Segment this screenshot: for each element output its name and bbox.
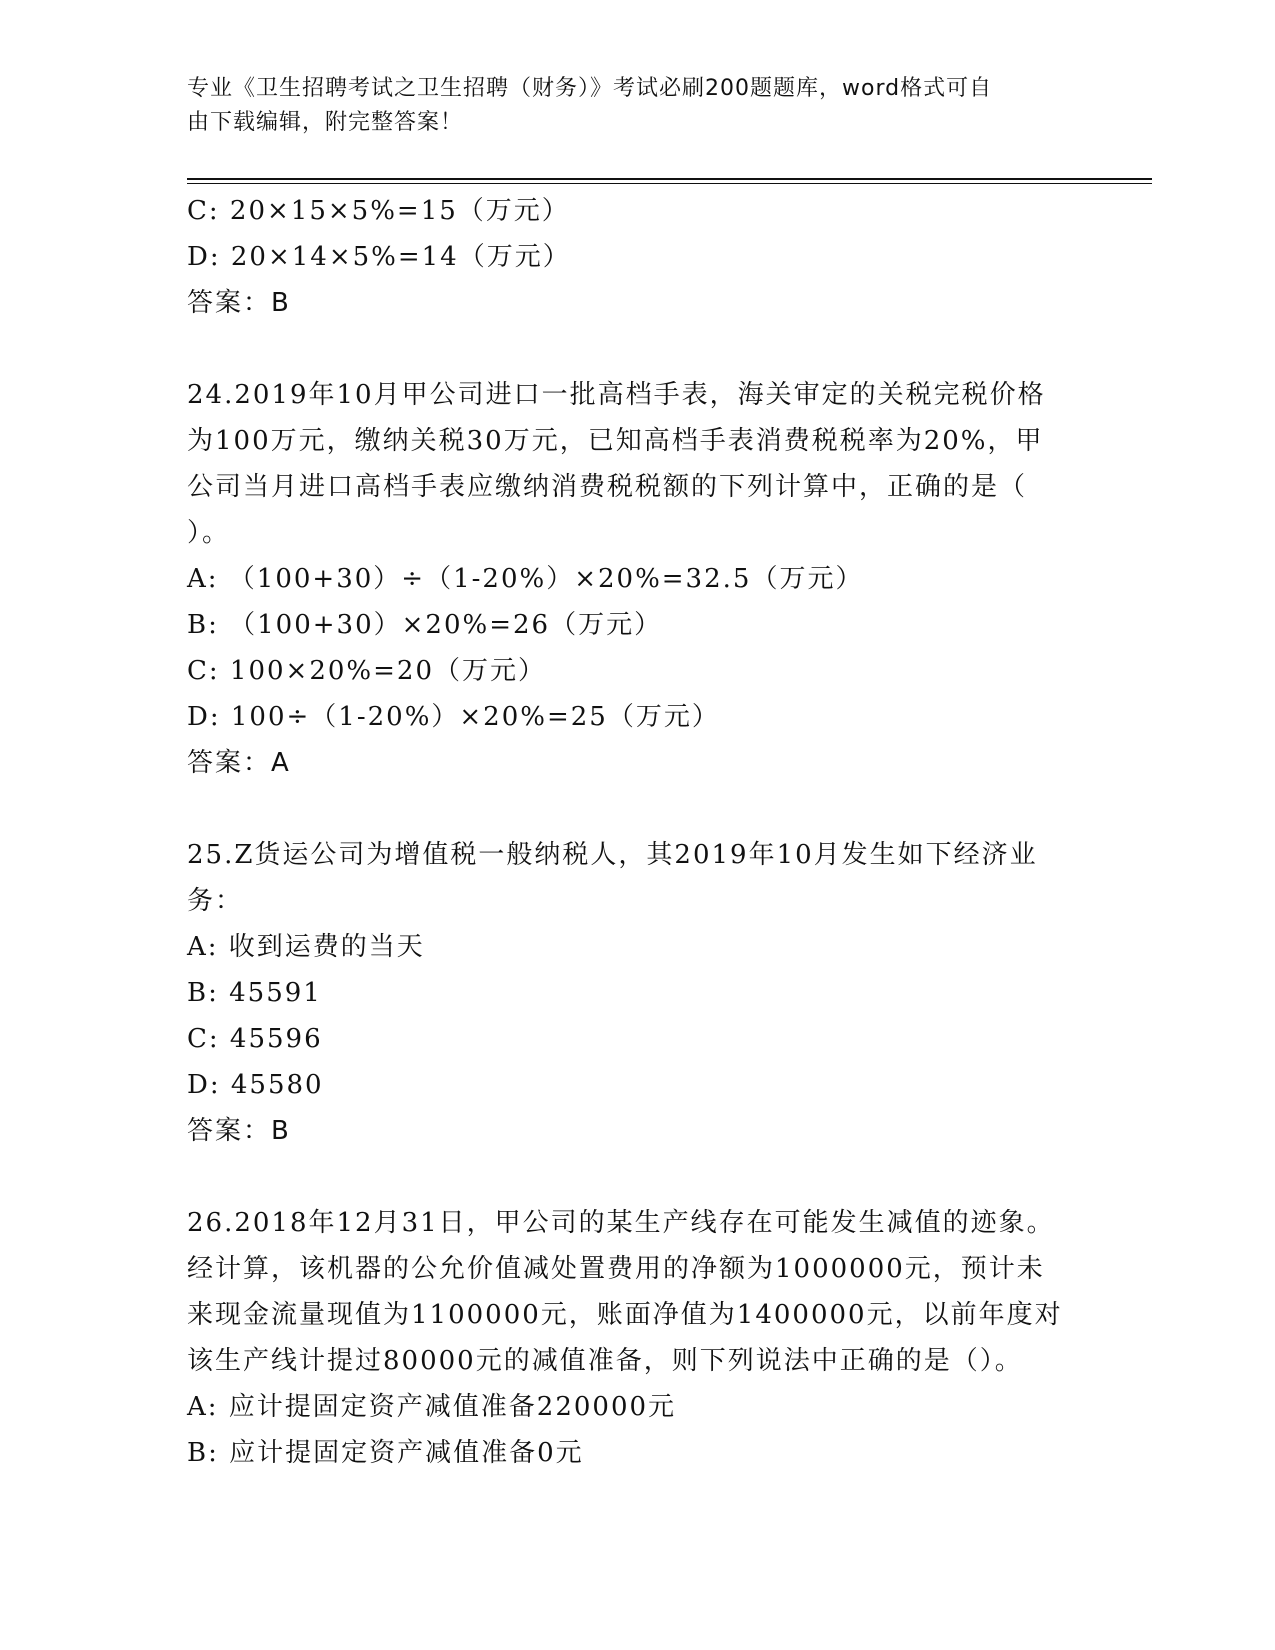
header-line-2: 由下载编辑，附完整答案！	[187, 110, 464, 135]
prev-question	[187, 188, 1067, 326]
option-a: A: 应计提固定资产减值准备220000元	[187, 1392, 677, 1422]
option-b: B: 应计提固定资产减值准备0元	[187, 1438, 584, 1468]
question-25	[187, 832, 1067, 1154]
header-rule-thick	[187, 178, 1152, 180]
option-d: D: 20×14×5%=14（万元）	[187, 242, 571, 272]
stem-line: 务：	[187, 886, 244, 916]
question-content	[187, 188, 1067, 1476]
question-26	[187, 1200, 1067, 1476]
stem-line: 26.2018年12月31日，甲公司的某生产线存在可能发生减值的迹象。	[187, 1208, 1055, 1238]
stem-line: 经计算，该机器的公允价值减处置费用的净额为1000000元，预计未	[187, 1254, 1045, 1284]
page-header	[187, 72, 1067, 140]
answer: 答案：A	[187, 748, 291, 778]
option-d: D: 100÷（1-20%）×20%=25（万元）	[187, 702, 720, 732]
option-c: C: 100×20%=20（万元）	[187, 656, 546, 686]
option-d: D: 45580	[187, 1070, 324, 1100]
answer: 答案：B	[187, 1116, 291, 1146]
option-b: B: 45591	[187, 978, 322, 1008]
header-rule-thin	[187, 183, 1152, 184]
stem-line: 24.2019年10月甲公司进口一批高档手表，海关审定的关税完税价格	[187, 380, 1046, 410]
option-a: A: （100+30）÷（1-20%）×20%=32.5（万元）	[187, 564, 864, 594]
question-stem	[187, 1200, 1067, 1384]
stem-line: 该生产线计提过80000元的减值准备，则下列说法中正确的是（）。	[187, 1346, 1023, 1376]
stem-line: ）。	[187, 518, 231, 548]
stem-line: 25.Z货运公司为增值税一般纳税人，其2019年10月发生如下经济业	[187, 840, 1038, 870]
option-b: B: （100+30）×20%=26（万元）	[187, 610, 663, 640]
option-a: A: 收到运费的当天	[187, 932, 425, 962]
question-24	[187, 372, 1067, 786]
question-stem	[187, 372, 1067, 556]
stem-line: 来现金流量现值为1100000元，账面净值为1400000元，以前年度对	[187, 1300, 1063, 1330]
header-line-1: 专业《卫生招聘考试之卫生招聘（财务）》考试必刷200题题库，word格式可自	[187, 76, 993, 101]
stem-line: 为100万元，缴纳关税30万元，已知高档手表消费税税率为20%，甲	[187, 426, 1044, 456]
question-stem	[187, 832, 1067, 924]
option-c: C: 45596	[187, 1024, 323, 1054]
option-c: C: 20×15×5%=15（万元）	[187, 196, 570, 226]
stem-line: 公司当月进口高档手表应缴纳消费税税额的下列计算中，正确的是（	[187, 472, 1028, 502]
answer: 答案：B	[187, 288, 291, 318]
